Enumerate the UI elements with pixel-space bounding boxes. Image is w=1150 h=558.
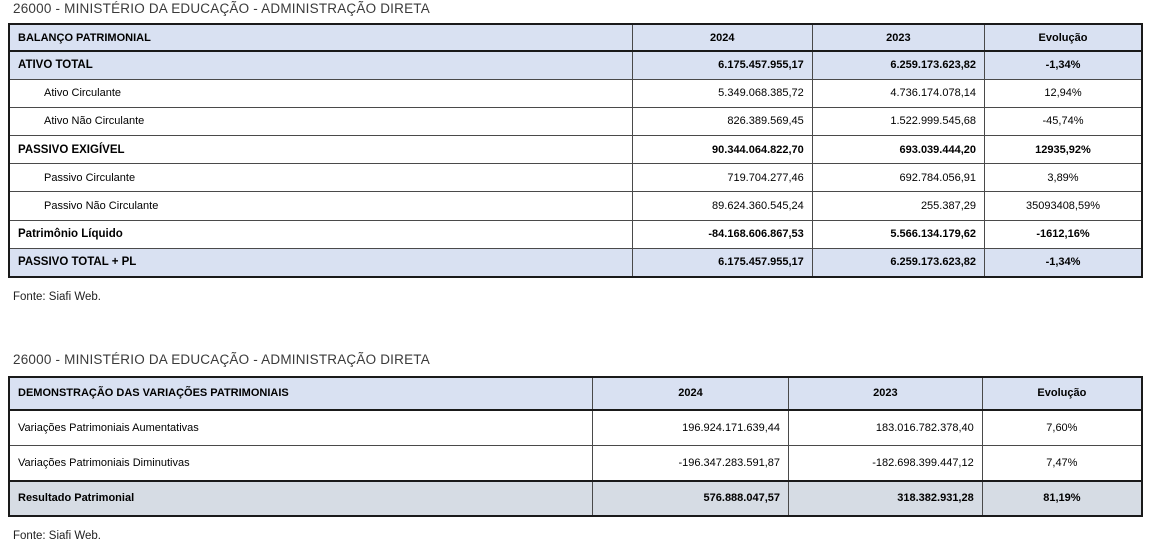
value-2023: 5.566.134.179,62 xyxy=(812,220,984,248)
value-evolucao: 81,19% xyxy=(982,481,1142,517)
table-row xyxy=(9,107,1142,135)
column-header-evolucao: Evolução xyxy=(982,377,1142,410)
value-2023: 183.016.782.378,40 xyxy=(789,410,983,446)
table-header-row xyxy=(9,24,1142,51)
value-evolucao: -1,34% xyxy=(985,51,1143,79)
value-2023: 318.382.931,28 xyxy=(789,481,983,517)
value-evolucao: 12,94% xyxy=(985,79,1143,107)
column-header-2024: 2024 xyxy=(593,377,789,410)
value-evolucao: 12935,92% xyxy=(985,136,1143,164)
balanco-patrimonial-table xyxy=(8,23,1143,278)
row-label: Passivo Não Circulante xyxy=(9,192,632,220)
row-label: PASSIVO EXIGÍVEL xyxy=(9,136,632,164)
variacoes-patrimoniais-section xyxy=(0,352,1150,543)
table-title-cell: BALANÇO PATRIMONIAL xyxy=(9,24,632,51)
value-2024: 6.175.457.955,17 xyxy=(632,248,812,276)
value-2023: 692.784.056,91 xyxy=(812,164,984,192)
value-2023: 6.259.173.623,82 xyxy=(812,248,984,276)
org-title: 26000 - MINISTÉRIO DA EDUCAÇÃO - ADMINISTRAÇÃO DIRETA xyxy=(13,351,430,367)
column-header-2024: 2024 xyxy=(632,24,812,51)
value-evolucao: 35093408,59% xyxy=(985,192,1143,220)
value-2023: 693.039.444,20 xyxy=(812,136,984,164)
value-2023: 1.522.999.545,68 xyxy=(812,107,984,135)
source-note: Fonte: Siafi Web. xyxy=(13,290,101,303)
row-label: Passivo Circulante xyxy=(9,164,632,192)
value-evolucao: -1612,16% xyxy=(985,220,1143,248)
value-2024: 89.624.360.545,24 xyxy=(632,192,812,220)
value-2024: -84.168.606.867,53 xyxy=(632,220,812,248)
table-row xyxy=(9,136,1142,164)
source-note: Fonte: Siafi Web. xyxy=(13,530,101,542)
value-2023: 4.736.174.078,14 xyxy=(812,79,984,107)
table-header-row xyxy=(9,377,1142,410)
value-evolucao: 7,47% xyxy=(982,445,1142,481)
value-2023: 255.387,29 xyxy=(812,192,984,220)
value-2024: 576.888.047,57 xyxy=(593,481,789,517)
table-row xyxy=(9,192,1142,220)
value-2024: 826.389.569,45 xyxy=(632,107,812,135)
row-label: ATIVO TOTAL xyxy=(9,51,632,79)
row-label: Resultado Patrimonial xyxy=(9,481,593,517)
row-label: PASSIVO TOTAL + PL xyxy=(9,248,632,276)
value-2024: 719.704.277,46 xyxy=(632,164,812,192)
table-row xyxy=(9,51,1142,79)
column-header-2023: 2023 xyxy=(789,377,983,410)
row-label: Variações Patrimoniais Diminutivas xyxy=(9,445,593,481)
variacoes-patrimoniais-table xyxy=(8,376,1143,518)
row-label: Ativo Não Circulante xyxy=(9,107,632,135)
value-evolucao: -1,34% xyxy=(985,248,1143,276)
row-label: Variações Patrimoniais Aumentativas xyxy=(9,410,593,446)
table-row xyxy=(9,248,1142,276)
value-2024: 6.175.457.955,17 xyxy=(632,51,812,79)
value-2024: -196.347.283.591,87 xyxy=(593,445,789,481)
org-title: 26000 - MINISTÉRIO DA EDUCAÇÃO - ADMINISTRAÇÃO DIRETA xyxy=(13,1,430,16)
value-2024: 90.344.064.822,70 xyxy=(632,136,812,164)
value-evolucao: 7,60% xyxy=(982,410,1142,446)
row-label: Ativo Circulante xyxy=(9,79,632,107)
value-evolucao: -45,74% xyxy=(985,107,1143,135)
value-2024: 196.924.171.639,44 xyxy=(593,410,789,446)
value-2023: 6.259.173.623,82 xyxy=(812,51,984,79)
table-row xyxy=(9,164,1142,192)
table-title-cell: DEMONSTRAÇÃO DAS VARIAÇÕES PATRIMONIAIS xyxy=(9,377,593,410)
value-evolucao: 3,89% xyxy=(985,164,1143,192)
column-header-2023: 2023 xyxy=(812,24,984,51)
table-row xyxy=(9,220,1142,248)
balanco-patrimonial-section xyxy=(0,1,1150,303)
column-header-evolucao: Evolução xyxy=(985,24,1143,51)
value-2023: -182.698.399.447,12 xyxy=(789,445,983,481)
table-row xyxy=(9,445,1142,481)
table-row xyxy=(9,79,1142,107)
table-row xyxy=(9,481,1142,517)
row-label: Patrimônio Líquido xyxy=(9,220,632,248)
table-row xyxy=(9,410,1142,446)
value-2024: 5.349.068.385,72 xyxy=(632,79,812,107)
